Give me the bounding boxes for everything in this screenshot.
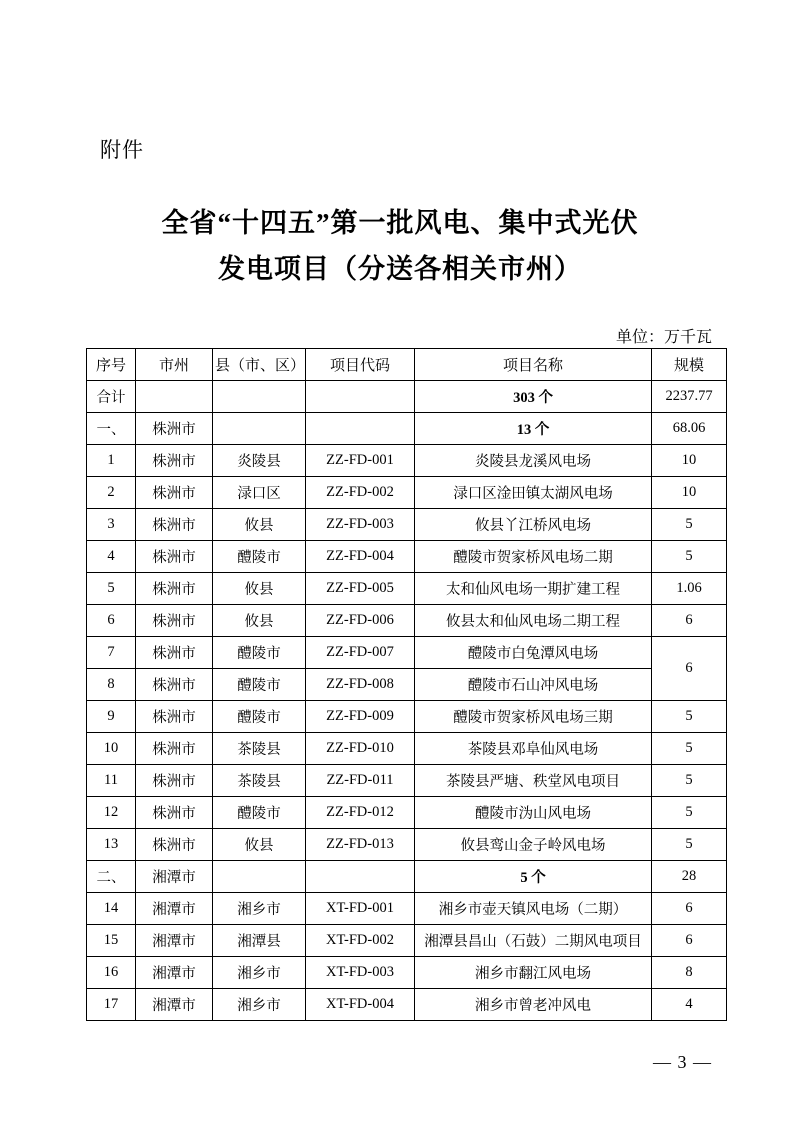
project-table xyxy=(86,348,727,1021)
cell-scale: 5 xyxy=(652,701,727,733)
cell-county: 茶陵县 xyxy=(213,733,306,765)
cell-seq: 二、 xyxy=(87,861,136,893)
table-row xyxy=(87,797,727,829)
cell-code: XT-FD-004 xyxy=(306,989,415,1021)
cell-code: ZZ-FD-005 xyxy=(306,573,415,605)
cell-scale: 6 xyxy=(652,925,727,957)
table-header-row xyxy=(87,349,727,381)
cell-seq: 1 xyxy=(87,445,136,477)
table-row xyxy=(87,733,727,765)
cell-county: 攸县 xyxy=(213,573,306,605)
cell-code: XT-FD-003 xyxy=(306,957,415,989)
cell-county: 茶陵县 xyxy=(213,765,306,797)
cell-code: ZZ-FD-010 xyxy=(306,733,415,765)
table-row xyxy=(87,765,727,797)
table-row xyxy=(87,701,727,733)
cell-scale: 6 xyxy=(652,605,727,637)
cell-name: 湘乡市曾老冲风电 xyxy=(415,989,652,1021)
page-title-line-1: 全省“十四五”第一批风电、集中式光伏 xyxy=(161,208,639,238)
table-row xyxy=(87,605,727,637)
table-row xyxy=(87,541,727,573)
cell-city: 湘潭市 xyxy=(136,861,213,893)
cell-name: 攸县太和仙风电场二期工程 xyxy=(415,605,652,637)
cell-county: 醴陵市 xyxy=(213,797,306,829)
cell-county: 湘乡市 xyxy=(213,893,306,925)
cell-city: 株洲市 xyxy=(136,509,213,541)
table-row-total xyxy=(87,381,727,413)
cell-scale: 5 xyxy=(652,541,727,573)
cell-city: 湘潭市 xyxy=(136,893,213,925)
cell-seq: 一、 xyxy=(87,413,136,445)
cell-name: 攸县鸾山金子岭风电场 xyxy=(415,829,652,861)
cell-scale: 1.06 xyxy=(652,573,727,605)
cell-name: 13 个 xyxy=(415,413,652,445)
column-header-seq: 序号 xyxy=(87,349,136,381)
cell-city: 株洲市 xyxy=(136,733,213,765)
cell-code: ZZ-FD-013 xyxy=(306,829,415,861)
cell-scale: 6 xyxy=(652,637,727,701)
cell-code: ZZ-FD-012 xyxy=(306,797,415,829)
cell-seq: 14 xyxy=(87,893,136,925)
cell-code: ZZ-FD-008 xyxy=(306,669,415,701)
cell-city: 株洲市 xyxy=(136,413,213,445)
cell-code: ZZ-FD-006 xyxy=(306,605,415,637)
table-row xyxy=(87,925,727,957)
cell-seq: 13 xyxy=(87,829,136,861)
cell-seq: 4 xyxy=(87,541,136,573)
cell-city: 株洲市 xyxy=(136,701,213,733)
cell-seq: 11 xyxy=(87,765,136,797)
attachment-label: 附件 xyxy=(100,138,144,162)
table-row xyxy=(87,573,727,605)
cell-code xyxy=(306,413,415,445)
cell-seq: 7 xyxy=(87,637,136,669)
cell-city: 湘潭市 xyxy=(136,957,213,989)
cell-city: 株洲市 xyxy=(136,829,213,861)
table-body xyxy=(87,381,727,1021)
cell-scale: 5 xyxy=(652,797,727,829)
cell-city: 株洲市 xyxy=(136,541,213,573)
unit-note: 单位：万千瓦 xyxy=(615,329,712,346)
cell-county xyxy=(213,861,306,893)
cell-name: 醴陵市石山冲风电场 xyxy=(415,669,652,701)
cell-seq: 17 xyxy=(87,989,136,1021)
cell-scale: 68.06 xyxy=(652,413,727,445)
cell-name: 303 个 xyxy=(415,381,652,413)
page-title xyxy=(0,200,800,292)
cell-name: 湘乡市翻江风电场 xyxy=(415,957,652,989)
cell-seq: 16 xyxy=(87,957,136,989)
table-row xyxy=(87,893,727,925)
cell-city: 株洲市 xyxy=(136,605,213,637)
column-header-city: 市州 xyxy=(136,349,213,381)
cell-scale: 10 xyxy=(652,445,727,477)
cell-code xyxy=(306,381,415,413)
cell-name: 茶陵县严塘、秩堂风电项目 xyxy=(415,765,652,797)
cell-scale: 8 xyxy=(652,957,727,989)
cell-county: 攸县 xyxy=(213,509,306,541)
cell-scale: 10 xyxy=(652,477,727,509)
table-row xyxy=(87,957,727,989)
page-number: — 3 — xyxy=(653,1052,712,1072)
cell-name: 湘潭县昌山（石鼓）二期风电项目 xyxy=(415,925,652,957)
table-row xyxy=(87,829,727,861)
column-header-name: 项目名称 xyxy=(415,349,652,381)
cell-county: 攸县 xyxy=(213,605,306,637)
cell-seq: 5 xyxy=(87,573,136,605)
cell-name: 5 个 xyxy=(415,861,652,893)
cell-code: ZZ-FD-004 xyxy=(306,541,415,573)
cell-seq: 3 xyxy=(87,509,136,541)
cell-scale: 5 xyxy=(652,509,727,541)
cell-seq: 10 xyxy=(87,733,136,765)
cell-code: ZZ-FD-009 xyxy=(306,701,415,733)
cell-code xyxy=(306,861,415,893)
cell-name: 醴陵市沩山风电场 xyxy=(415,797,652,829)
cell-seq: 2 xyxy=(87,477,136,509)
cell-scale: 5 xyxy=(652,765,727,797)
cell-scale: 4 xyxy=(652,989,727,1021)
column-header-county: 县（市、区） xyxy=(213,349,306,381)
cell-county: 醴陵市 xyxy=(213,669,306,701)
cell-city: 株洲市 xyxy=(136,477,213,509)
cell-scale: 5 xyxy=(652,829,727,861)
cell-county: 湘潭县 xyxy=(213,925,306,957)
cell-name: 茶陵县邓阜仙风电场 xyxy=(415,733,652,765)
cell-county: 湘乡市 xyxy=(213,957,306,989)
cell-name: 攸县丫江桥风电场 xyxy=(415,509,652,541)
cell-code: XT-FD-002 xyxy=(306,925,415,957)
table-row xyxy=(87,477,727,509)
cell-county xyxy=(213,413,306,445)
cell-name: 湘乡市壶天镇风电场（二期） xyxy=(415,893,652,925)
cell-code: ZZ-FD-007 xyxy=(306,637,415,669)
cell-city: 株洲市 xyxy=(136,797,213,829)
cell-seq: 9 xyxy=(87,701,136,733)
cell-seq: 合计 xyxy=(87,381,136,413)
cell-county: 醴陵市 xyxy=(213,637,306,669)
table-row-group xyxy=(87,413,727,445)
cell-seq: 6 xyxy=(87,605,136,637)
column-header-code: 项目代码 xyxy=(306,349,415,381)
cell-name: 醴陵市白兔潭风电场 xyxy=(415,637,652,669)
cell-scale: 5 xyxy=(652,733,727,765)
cell-code: ZZ-FD-011 xyxy=(306,765,415,797)
cell-city: 株洲市 xyxy=(136,669,213,701)
cell-code: ZZ-FD-003 xyxy=(306,509,415,541)
table-row xyxy=(87,509,727,541)
cell-name: 太和仙风电场一期扩建工程 xyxy=(415,573,652,605)
cell-seq: 8 xyxy=(87,669,136,701)
cell-name: 醴陵市贺家桥风电场二期 xyxy=(415,541,652,573)
cell-code: ZZ-FD-001 xyxy=(306,445,415,477)
cell-county: 渌口区 xyxy=(213,477,306,509)
cell-scale: 6 xyxy=(652,893,727,925)
cell-seq: 12 xyxy=(87,797,136,829)
cell-name: 渌口区淦田镇太湖风电场 xyxy=(415,477,652,509)
cell-city: 湘潭市 xyxy=(136,925,213,957)
table-row-group xyxy=(87,861,727,893)
table-row xyxy=(87,669,727,701)
cell-county: 醴陵市 xyxy=(213,701,306,733)
cell-city: 株洲市 xyxy=(136,765,213,797)
column-header-scale: 规模 xyxy=(652,349,727,381)
cell-scale: 2237.77 xyxy=(652,381,727,413)
cell-name: 醴陵市贺家桥风电场三期 xyxy=(415,701,652,733)
cell-scale: 28 xyxy=(652,861,727,893)
cell-code: XT-FD-001 xyxy=(306,893,415,925)
cell-county: 炎陵县 xyxy=(213,445,306,477)
cell-city xyxy=(136,381,213,413)
cell-name: 炎陵县龙溪风电场 xyxy=(415,445,652,477)
cell-county: 醴陵市 xyxy=(213,541,306,573)
page-title-line-2: 发电项目（分送各相关市州） xyxy=(218,254,582,284)
cell-code: ZZ-FD-002 xyxy=(306,477,415,509)
cell-county: 湘乡市 xyxy=(213,989,306,1021)
table-row xyxy=(87,637,727,669)
cell-city: 株洲市 xyxy=(136,637,213,669)
table-row xyxy=(87,445,727,477)
cell-city: 湘潭市 xyxy=(136,989,213,1021)
cell-county: 攸县 xyxy=(213,829,306,861)
table-row xyxy=(87,989,727,1021)
cell-city: 株洲市 xyxy=(136,445,213,477)
cell-seq: 15 xyxy=(87,925,136,957)
cell-county xyxy=(213,381,306,413)
cell-city: 株洲市 xyxy=(136,573,213,605)
